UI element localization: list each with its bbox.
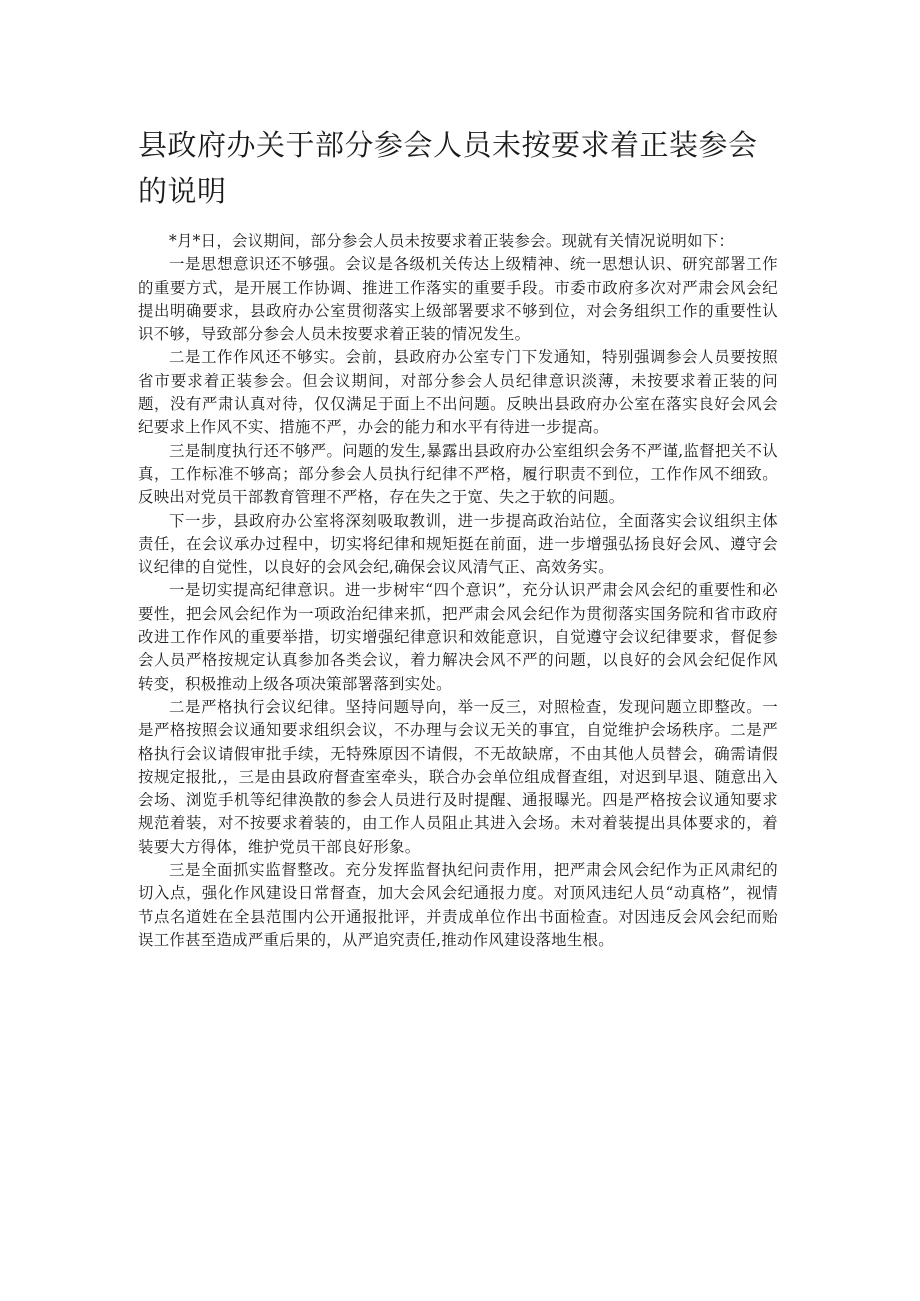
paragraph-next-steps: 下一步，县政府办公室将深刻吸取教训，进一步提高政治站位，全面落实会议组织主体责任，在会议承办过程中，切实将纪律和规矩挺在前面，进一步增强弘扬良好会风、遵守会议纪律的自觉性，以良好的会风会纪,确保会议风清气正、高效务实。: [138, 511, 778, 577]
paragraph-intro: *月*日，会议期间，部分参会人员未按要求着正装参会。现就有关情况说明如下：: [169, 232, 735, 250]
paragraph-measure-2: 二是严格执行会议纪律。坚持问题导向，举一反三，对照检查，发现问题立即整改。一是严格按照会议通知要求组织会议，不办理与会议无关的事宜，自觉维护会场秩序。二是严格执行会议请假审批手续，无特殊原因不请假，不无故缺席，不由其他人员替会，确需请假按规定报批,，三是由县政府督查室牵头，联合办会单位组成督查组，对迟到早退、随意出入会场、浏览手机等纪律涣散的参会人员进行及时提醒、通报曝光。四是严格按会议通知要求规范着装，对不按要求着装的，由工作人员阻止其进入会场。未对着装提出具体要求的，着装要大方得体，维护党员干部良好形象。: [138, 697, 778, 856]
document-title: 县政府办关于部分参会人员未按要求着正装参会的说明: [138, 128, 758, 208]
paragraph-measure-1: 一是切实提高纪律意识。进一步树牢“四个意识”，充分认识严肃会风会纪的重要性和必要性，把会风会纪作为一项政治纪律来抓，把严肃会风会纪作为贯彻落实国务院和省市政府改进工作作风的重要举措，切实增强纪律意识和效能意识，自觉遵守会议纪律要求，督促参会人员严格按规定认真参加各类会议，着力解决会风不严的问题，以良好的会风会纪促作风转变，积极推动上级各项决策部署落到实处。: [138, 581, 778, 693]
paragraph-issue-1: 一是思想意识还不够强。会议是各级机关传达上级精神、统一思想认识、研究部署工作的重要方式，是开展工作协调、推进工作落实的重要手段。市委市政府多次对严肃会风会纪提出明确要求，县政府办公室贯彻落实上级部署要求不够到位，对会务组织工作的重要性认识不够，导致部分参会人员未按要求着正装的情况发生。: [138, 255, 778, 344]
document-body: [138, 230, 778, 952]
paragraph-issue-2: 二是工作作风还不够实。会前，县政府办公室专门下发通知，特别强调参会人员要按照省市要求着正装参会。但会议期间，对部分参会人员纪律意识淡薄，未按要求着正装的问题，没有严肃认真对待，仅仅满足于面上不出问题。反映出县政府办公室在落实良好会风会纪要求上作风不实、措施不严，办会的能力和水平有待进一步提高。: [138, 348, 778, 437]
paragraph-measure-3: 三是全面抓实监督整改。充分发挥监督执纪问责作用，把严肃会风会纪作为正风肃纪的切入点，强化作风建设日常督查，加大会风会纪通报力度。对顶风违纪人员“动真格”，视情节点名道姓在全县范围内公开通报批评，并责成单位作出书面检查。对因违反会风会纪而贻误工作甚至造成严重后果的，从严追究责任,推动作风建设落地生根。: [138, 861, 778, 949]
paragraph-issue-3: 三是制度执行还不够严。问题的发生,暴露出县政府办公室组织会务不严谨,监督把关不认真，工作标准不够高；部分参会人员执行纪律不严格，履行职责不到位，工作作风不细致。反映出对党员干部教育管理不严格，存在失之于宽、失之于软的问题。: [138, 441, 778, 507]
